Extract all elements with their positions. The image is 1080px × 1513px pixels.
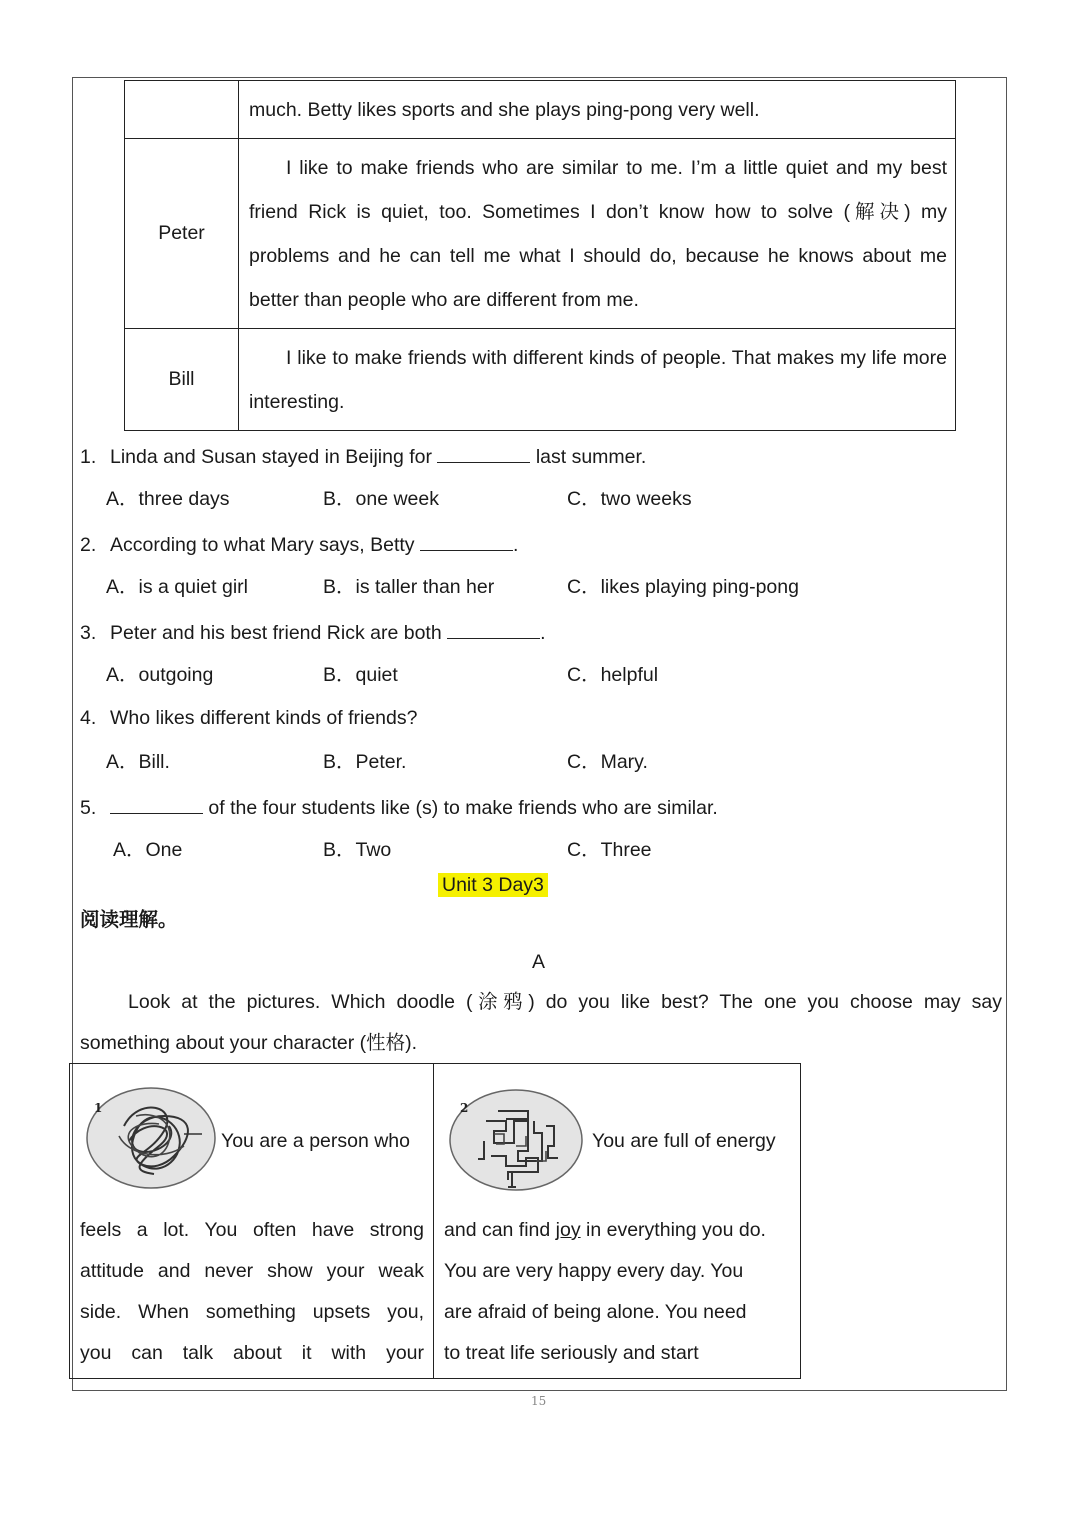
option-b: B．quiet [323, 664, 398, 686]
doodle-number: 2 [460, 1101, 469, 1115]
option-b: B．Peter. [323, 751, 407, 773]
option-b: B．one week [323, 488, 439, 510]
doodle-cell-2 [434, 1064, 800, 1378]
answer-blank [110, 795, 203, 814]
doodle-1-line: attitude and never show your weak [80, 1260, 424, 1282]
doodle-2-first-line: You are full of energy [592, 1130, 776, 1152]
answer-blank [437, 444, 530, 463]
doodle-2-line: are afraid of being alone. You need [444, 1301, 747, 1323]
row-text: much. Betty likes sports and she plays ping-pong very well. [239, 81, 956, 139]
option-c: C．helpful [567, 664, 659, 686]
friends-table [124, 80, 956, 431]
doodle-2-image [446, 1086, 586, 1194]
doodle-1-image [84, 1086, 218, 1190]
option-a: A．three days [106, 488, 230, 510]
doodle-number: 1 [94, 1101, 103, 1115]
doodle-1-line: feels a lot. You often have strong [80, 1219, 424, 1241]
doodle-1-line: you can talk about it with your [80, 1342, 424, 1364]
option-c: C．two weeks [567, 488, 692, 510]
question-5: 5. of the four students like (s) to make friends who are similar. [80, 797, 718, 819]
table-row [125, 139, 956, 329]
row-text: I like to make friends who are similar to me. I’m a little quiet and my best friend Rick is quiet, too. Sometimes I don’t know how to solve (解决) my problems and he can tell me what I should do, because he knows about me better than people who are different from me. [239, 139, 956, 329]
question-3: 3. Peter and his best friend Rick are both . [80, 622, 546, 644]
unit-title: Unit 3 Day3 [438, 874, 548, 896]
doodle-2-line: You are very happy every day. You [444, 1260, 744, 1282]
row-text: I like to make friends with different kinds of people. That makes my life more interesting. [239, 329, 956, 431]
option-a: A．One [113, 839, 183, 861]
option-c: C．Mary. [567, 751, 648, 773]
intro-line-2: something about your character (性格). [80, 1032, 418, 1054]
underlined-word: joy [555, 1219, 581, 1241]
doodle-table [69, 1063, 801, 1379]
doodle-1-first-line: You are a person who [221, 1130, 411, 1152]
option-b: B．is taller than her [323, 576, 495, 598]
passage-letter: A [532, 951, 546, 973]
row-name [125, 81, 239, 139]
intro-line-1: Look at the pictures. Which doodle (涂鸦) do you like best? The one you choose may say [128, 991, 1002, 1013]
question-1: 1. Linda and Susan stayed in Beijing for last summer. [80, 446, 647, 468]
row-name: Bill [125, 329, 239, 431]
doodle-2-line: and can find joy in everything you do. [444, 1219, 766, 1241]
doodle-1-line: side. When something upsets you, [80, 1301, 424, 1323]
table-row [125, 329, 956, 431]
answer-blank [420, 532, 513, 551]
option-b: B．Two [323, 839, 392, 861]
option-a: A．outgoing [106, 664, 214, 686]
doodle-cell-1 [70, 1064, 434, 1378]
option-a: A．Bill. [106, 751, 170, 773]
doodle-2-line: to treat life seriously and start [444, 1342, 699, 1364]
table-row [125, 81, 956, 139]
page-number: 15 [531, 1394, 547, 1408]
option-a: A．is a quiet girl [106, 576, 248, 598]
question-2: 2. According to what Mary says, Betty . [80, 534, 519, 556]
answer-blank [447, 620, 540, 639]
option-c: C．likes playing ping-pong [567, 576, 799, 598]
option-c: C．Three [567, 839, 652, 861]
row-name: Peter [125, 139, 239, 329]
question-4: 4. Who likes different kinds of friends? [80, 707, 418, 729]
section-heading: 阅读理解。 [80, 908, 178, 931]
